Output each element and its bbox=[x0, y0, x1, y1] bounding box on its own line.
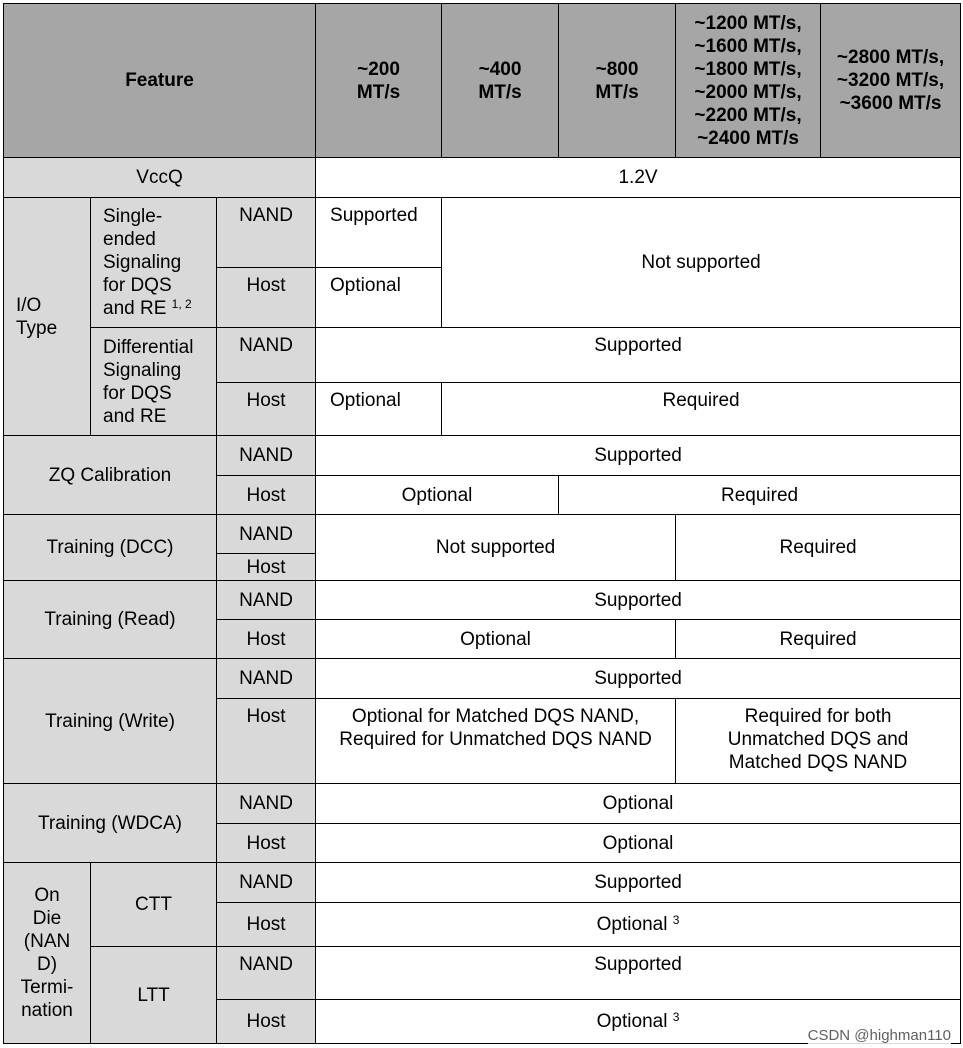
zq-host-required: Required bbox=[559, 476, 961, 515]
watermark: CSDN @highman110 bbox=[807, 1027, 951, 1044]
ctt-label: CTT bbox=[91, 863, 217, 947]
header-col-2800-3600: ~2800 MT/s, ~3200 MT/s, ~3600 MT/s bbox=[821, 4, 961, 158]
ltt-nand-label: NAND bbox=[217, 947, 316, 1000]
differential-label: Differential Signaling for DQS and RE bbox=[91, 328, 217, 436]
header-col-1200-2400: ~1200 MT/s, ~1600 MT/s, ~1800 MT/s, ~2000 MT/s, ~2200 MT/s, ~2400 MT/s bbox=[676, 4, 821, 158]
io-diff-nand-label: NAND bbox=[217, 328, 316, 383]
ctt-host-label: Host bbox=[217, 903, 316, 947]
zq-host-label: Host bbox=[217, 476, 316, 515]
feature-table bbox=[3, 3, 961, 1044]
read-nand-label: NAND bbox=[217, 581, 316, 620]
write-host-required: Required for both Unmatched DQS and Matched DQS NAND bbox=[676, 699, 961, 784]
header-col-200: ~200 MT/s bbox=[316, 4, 442, 158]
ctt-nand-value: Supported bbox=[316, 863, 961, 903]
io-single-nand-200: Supported bbox=[316, 198, 442, 268]
wdca-nand-value: Optional bbox=[316, 784, 961, 824]
io-single-host-200: Optional bbox=[316, 268, 442, 328]
wdca-host-value: Optional bbox=[316, 824, 961, 863]
ltt-host-label: Host bbox=[217, 1000, 316, 1044]
write-nand-value: Supported bbox=[316, 659, 961, 699]
ltt-host-value: Optional $^3$ bbox=[316, 1000, 961, 1044]
read-host-label: Host bbox=[217, 620, 316, 659]
header-col-400: ~400 MT/s bbox=[442, 4, 559, 158]
zq-host-optional: Optional bbox=[316, 476, 559, 515]
training-read-label: Training (Read) bbox=[4, 581, 217, 659]
write-nand-label: NAND bbox=[217, 659, 316, 699]
io-single-not-supported: Not supported bbox=[442, 198, 961, 328]
zq-calibration-label: ZQ Calibration bbox=[4, 436, 217, 515]
header-col-800: ~800 MT/s bbox=[559, 4, 676, 158]
write-host-optional: Optional for Matched DQS NAND, Required for Unmatched DQS NAND bbox=[316, 699, 676, 784]
wdca-host-label: Host bbox=[217, 824, 316, 863]
ltt-host-note: 3 bbox=[672, 1010, 680, 1024]
io-type-label: I/O Type bbox=[4, 198, 91, 436]
io-diff-host-required: Required bbox=[442, 383, 961, 436]
vccq-label: VccQ bbox=[4, 158, 316, 198]
dcc-required: Required bbox=[676, 515, 961, 581]
write-host-label: Host bbox=[217, 699, 316, 784]
io-single-host-label: Host bbox=[217, 268, 316, 328]
zq-nand-value: Supported bbox=[316, 436, 961, 476]
header-feature: Feature bbox=[4, 4, 316, 158]
ltt-label: LTT bbox=[91, 947, 217, 1044]
io-diff-nand-value: Supported bbox=[316, 328, 961, 383]
read-nand-value: Supported bbox=[316, 581, 961, 620]
single-ended-note: 1, 2 bbox=[171, 297, 192, 311]
dcc-nand-label: NAND bbox=[217, 515, 316, 554]
ctt-nand-label: NAND bbox=[217, 863, 316, 903]
odt-label: On Die (NAN D) Termi- nation bbox=[4, 863, 91, 1044]
training-dcc-label: Training (DCC) bbox=[4, 515, 217, 581]
vccq-value: 1.2V bbox=[316, 158, 961, 198]
read-host-optional: Optional bbox=[316, 620, 676, 659]
wdca-nand-label: NAND bbox=[217, 784, 316, 824]
io-diff-host-label: Host bbox=[217, 383, 316, 436]
ltt-nand-value: Supported bbox=[316, 947, 961, 1000]
dcc-not-supported: Not supported bbox=[316, 515, 676, 581]
ctt-host-value: Optional $^3$ bbox=[316, 903, 961, 947]
read-host-required: Required bbox=[676, 620, 961, 659]
io-diff-host-optional: Optional bbox=[316, 383, 442, 436]
zq-nand-label: NAND bbox=[217, 436, 316, 476]
single-ended-label: Single- ended Signaling for DQS and RE $^{1, 2}$ bbox=[91, 198, 217, 328]
ctt-host-note: 3 bbox=[672, 913, 680, 927]
io-single-nand-label: NAND bbox=[217, 198, 316, 268]
dcc-host-label: Host bbox=[217, 554, 316, 581]
training-write-label: Training (Write) bbox=[4, 659, 217, 784]
training-wdca-label: Training (WDCA) bbox=[4, 784, 217, 863]
